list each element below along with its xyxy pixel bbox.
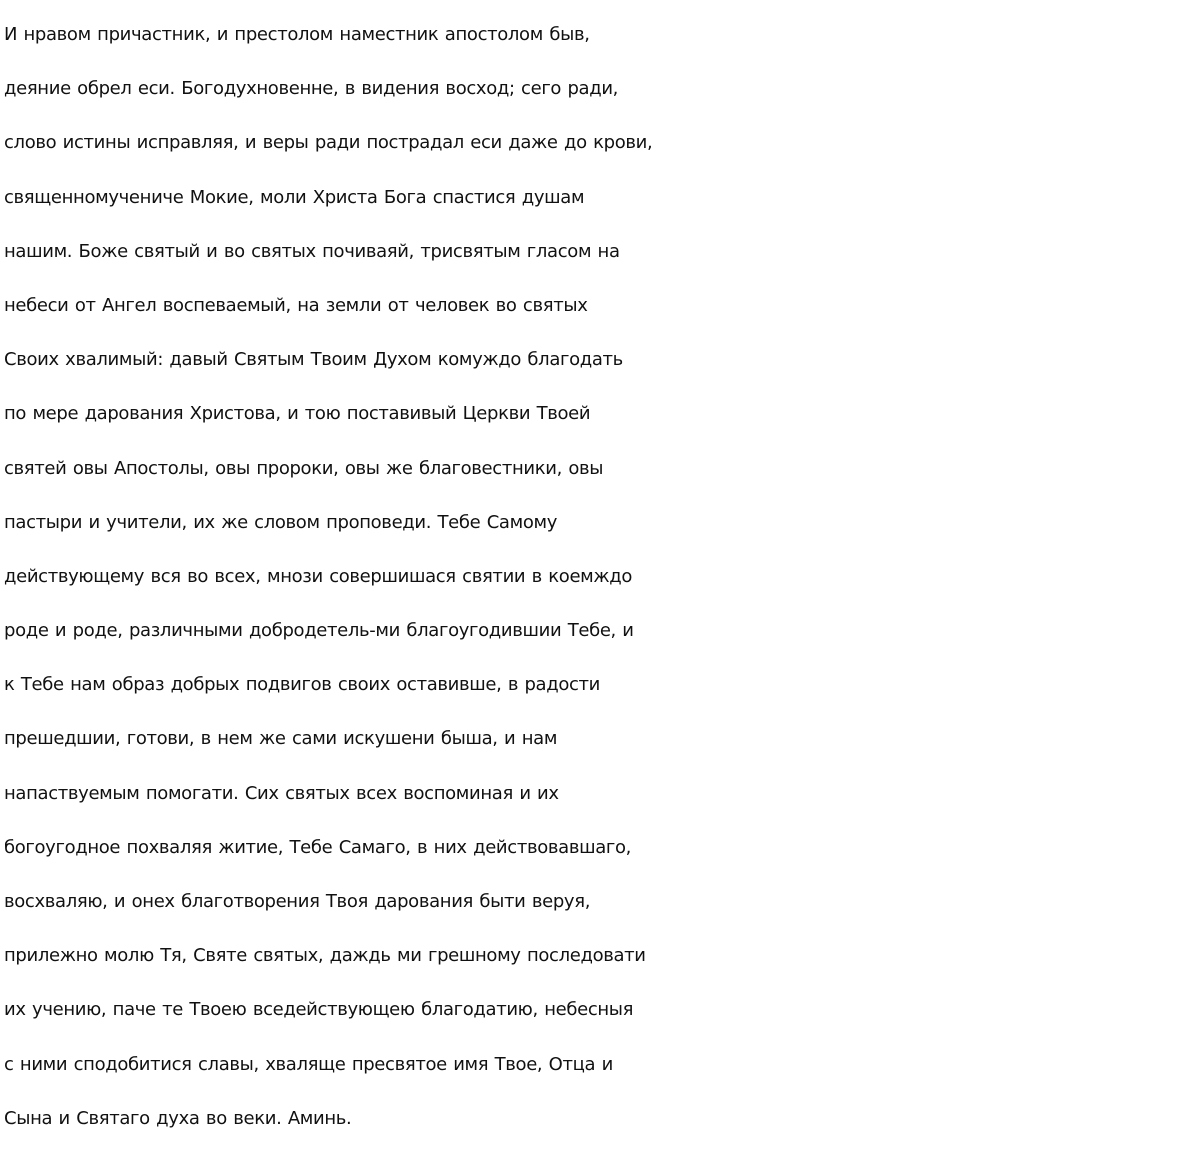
text-line: пастыри и учители, их же словом проповеди. Тебе Самому <box>4 511 558 533</box>
prayer-text <box>4 8 1200 1146</box>
text-line: прилежно молю Тя, Святе святых, даждь ми грешному последовати <box>4 945 646 967</box>
text-line: с ними сподобитися славы, хваляще пресвятое имя Твое, Отца и <box>4 1053 613 1075</box>
text-line: по мере дарования Христова, и тою поставивый Церкви Твоей <box>4 403 591 425</box>
text-line: восхваляю, и онех благотворения Твоя дарования быти веруя, <box>4 891 591 912</box>
text-line: прешедшии, готови, в нем же сами искушени быша, и нам <box>4 728 558 750</box>
text-line: нашим. Боже святый и во святых почиваяй, трисвятым гласом на <box>4 240 620 262</box>
text-line: напаствуемым помогати. Сих святых всех воспоминая и их <box>4 782 559 804</box>
text-line: Сына и Святаго духа во веки. Аминь. <box>4 1107 352 1129</box>
text-line: богоугодное похваляя житие, Тебе Самаго, в них действовавшаго, <box>4 836 632 858</box>
text-line: Своих хвалимый: давый Святым Твоим Духом комуждо благодать <box>4 349 623 371</box>
text-line: роде и роде, различными добродетель-ми благоугодившии Тебе, и <box>4 620 634 642</box>
text-line: святей овы Апостолы, овы пророки, овы же благовестники, овы <box>4 457 604 479</box>
text-line: небеси от Ангел воспеваемый, на земли от человек во святых <box>4 294 588 316</box>
text-line: к Тебе нам образ добрых подвигов своих оставивше, в радости <box>4 674 601 696</box>
text-line: священномучениче Мокие, моли Христа Бога спастися душам <box>4 186 585 208</box>
text-line: их учению, паче те Твоею вседействующею благодатию, небесныя <box>4 999 634 1021</box>
text-line: деяние обрел еси. Богодухновенне, в видения восход; сего ради, <box>4 78 619 100</box>
text-line: действующему вся во всех, мнози совершишася святии в коемждо <box>4 565 633 587</box>
text-line: слово истины исправляя, и веры ради пострадал еси даже до крови, <box>4 132 653 154</box>
text-line: И нравом причастник, и престолом наместник апостолом быв, <box>4 24 590 45</box>
